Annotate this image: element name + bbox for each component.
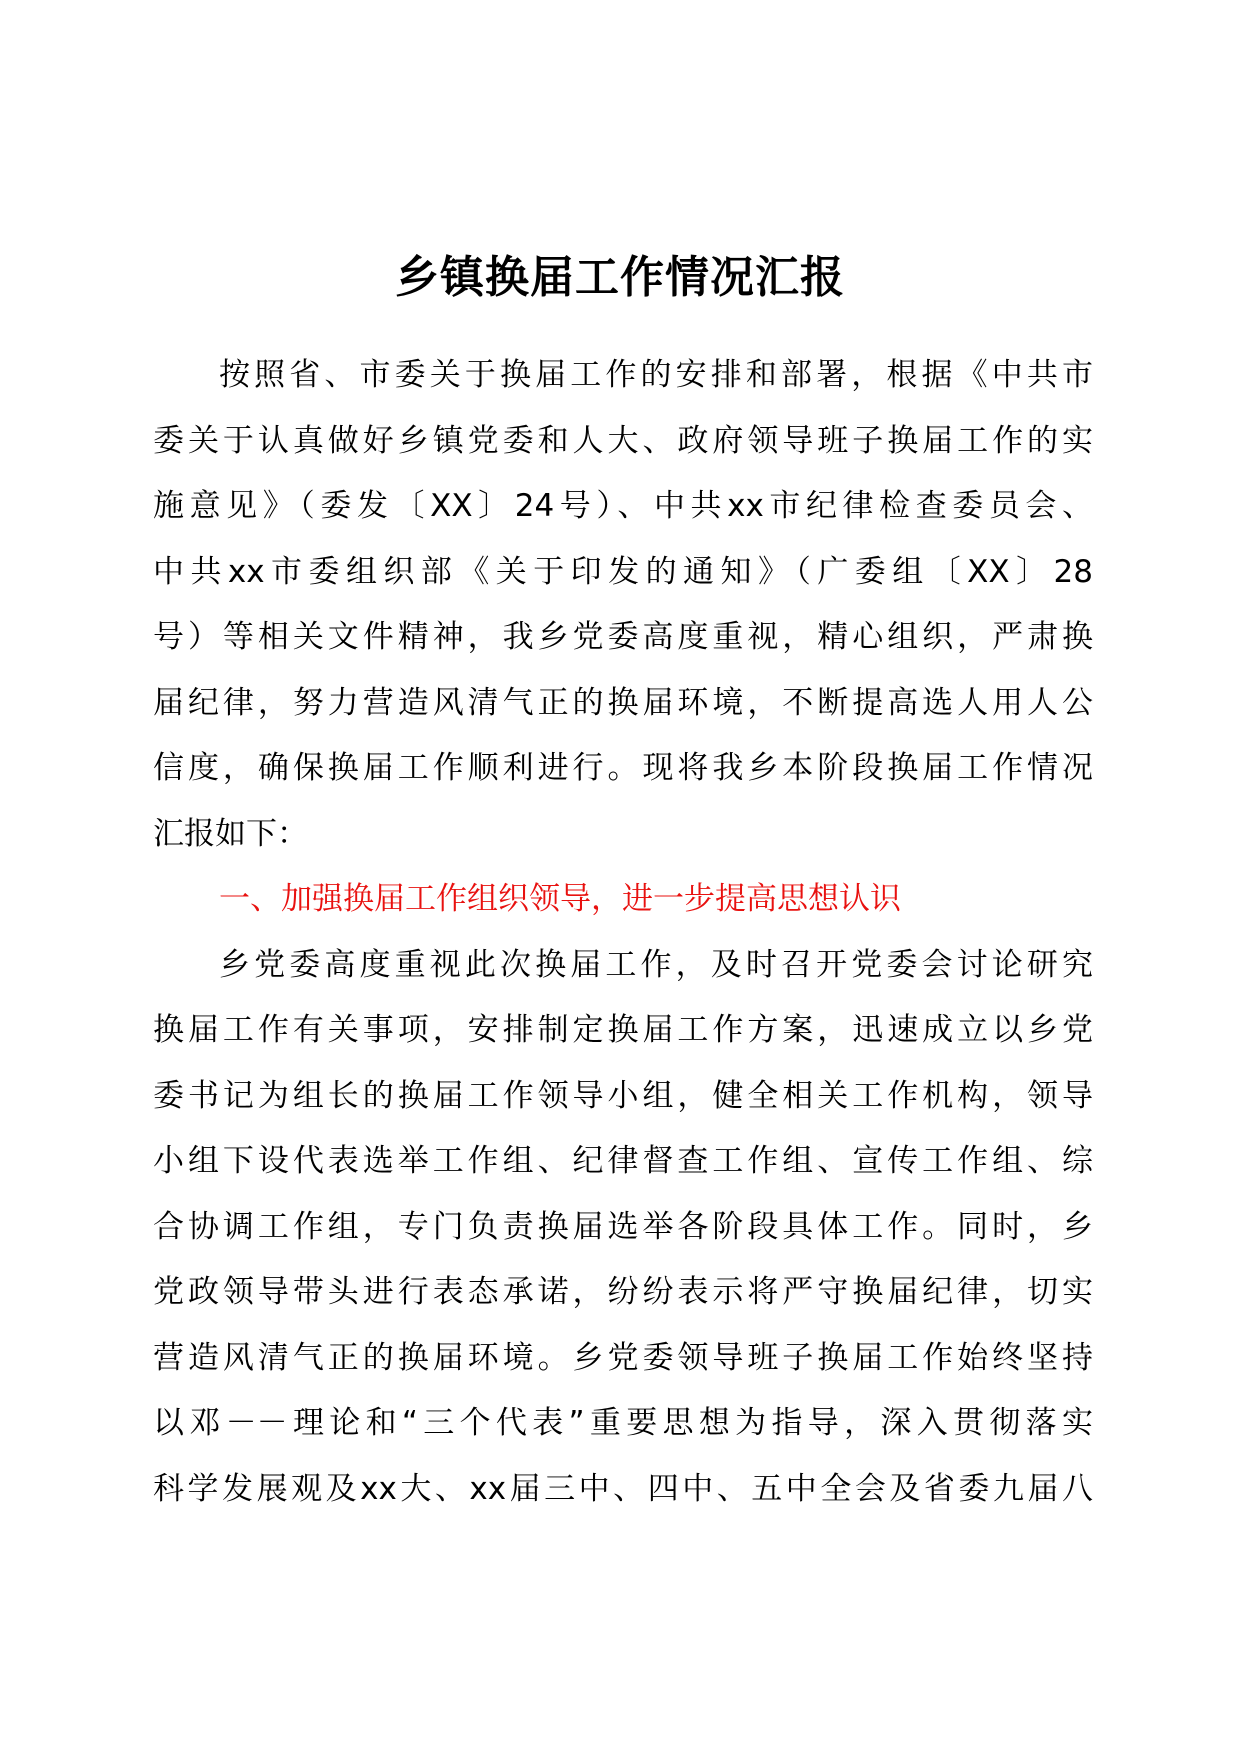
body-line: 委书记为组长的换届工作领导小组，健全相关工作机构，领导 xyxy=(153,1077,1093,1114)
body-line: 号）等相关文件精神，我乡党委高度重视，精心组织，严肃换 xyxy=(153,619,1093,655)
body-line: 营造风清气正的换届环境。乡党委领导班子换届工作始终坚持 xyxy=(153,1339,1093,1376)
body-line: 小组下设代表选举工作组、纪律督查工作组、宣传工作组、综 xyxy=(153,1143,1093,1179)
body-line: 党政领导带头进行表态承诺，纷纷表示将严守换届纪律，切实 xyxy=(153,1274,1093,1310)
section-heading-text: 一、加强换届工作组织领导，进一步提高思想认识 xyxy=(219,881,901,917)
document-body xyxy=(153,343,1093,1522)
document-title: 乡镇换届工作情况汇报 xyxy=(395,252,845,303)
body-line: 施意见》（委发〔XX〕24号）、中共xx市纪律检查委员会、 xyxy=(153,488,1093,524)
body-line: 乡党委高度重视此次换届工作，及时召开党委会讨论研究 xyxy=(219,946,1093,983)
body-line: 换届工作有关事项，安排制定换届工作方案，迅速成立以乡党 xyxy=(153,1012,1093,1048)
section-heading xyxy=(153,867,1093,933)
body-line: 届纪律，努力营造风清气正的换届环境，不断提高选人用人公 xyxy=(153,684,1093,721)
body-line: 以邓－－理论和“三个代表”重要思想为指导，深入贯彻落实 xyxy=(153,1405,1093,1441)
body-line: 按照省、市委关于换届工作的安排和部署，根据《中共市 xyxy=(219,357,1093,393)
body-line: 委关于认真做好乡镇党委和人大、政府领导班子换届工作的实 xyxy=(153,422,1093,459)
body-line: 信度，确保换届工作顺利进行。现将我乡本阶段换届工作情况 xyxy=(153,750,1093,786)
paragraph-intro xyxy=(153,343,1093,867)
body-line: 汇报如下： xyxy=(153,815,308,852)
body-line: 合协调工作组，专门负责换届选举各阶段具体工作。同时，乡 xyxy=(153,1208,1093,1245)
paragraph-section-1 xyxy=(153,933,1093,1523)
body-line: 中共xx市委组织部《关于印发的通知》（广委组〔XX〕28 xyxy=(153,553,1093,590)
body-line: 科学发展观及xx大、xx届三中、四中、五中全会及省委九届八 xyxy=(153,1470,1093,1507)
